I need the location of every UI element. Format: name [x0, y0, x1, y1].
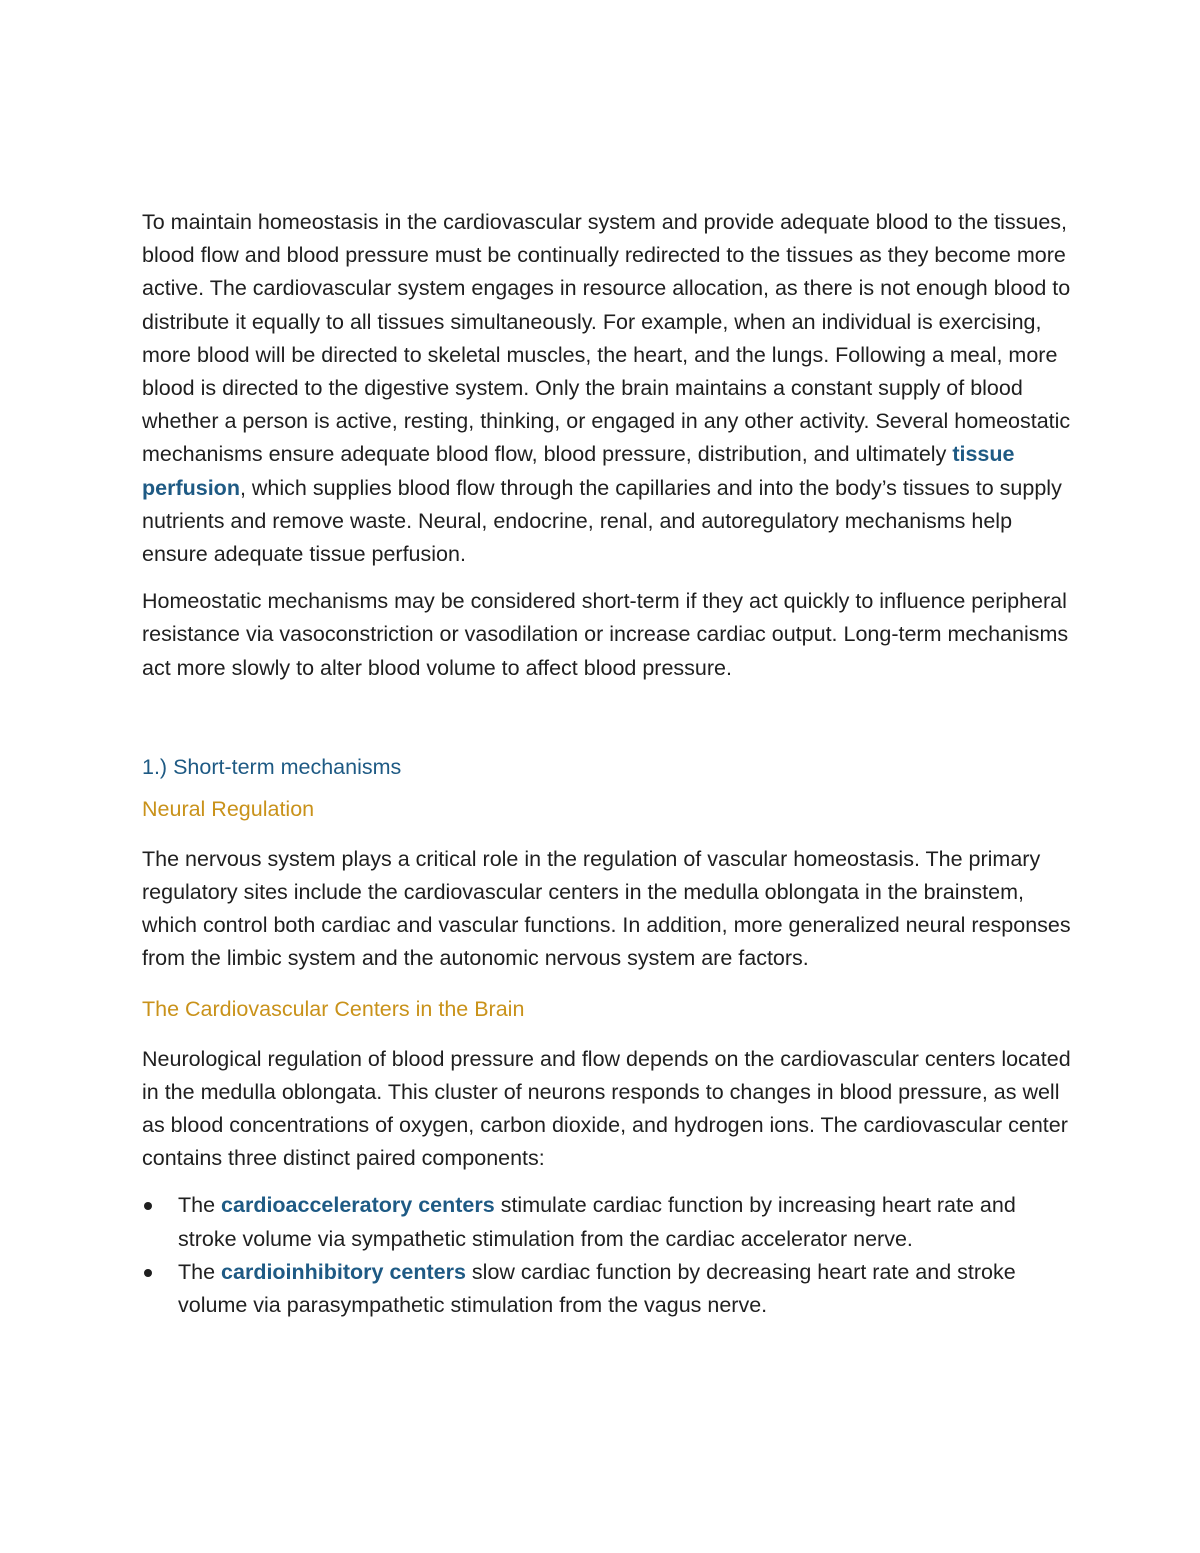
section-heading-short-term: 1.) Short-term mechanisms — [142, 754, 402, 779]
cardiovascular-centers-paragraph: Neurological regulation of blood pressure and flow depends on the cardiovascular centers located in the medulla oblongata. This cluster of neurons responds to changes in blood pressure, as well as blood concentrations of oxygen, carbon dioxide, and hydrogen ions. The cardiovascular center contains three distinct paired components: — [142, 1046, 1071, 1171]
intro-paragraph-2: Homeostatic mechanisms may be considered short-term if they act quickly to influence peripheral resistance via vasoconstriction or vasodilation or increase cardiac output. Long-term mechanisms act more slowly to alter blood volume to affect blood pressure. — [142, 589, 1069, 680]
document-page — [142, 206, 1072, 1322]
intro-text-1: To maintain homeostasis in the cardiovascular system and provide adequate blood to the tissues, blood flow and blood pressure must be continually redirected to the tissues as they become more active. The cardiovascular system engages in resource allocation, as there is not enough blood to distribute it equally to all tissues simultaneously. For example, when an individual is exercising, more blood will be directed to skeletal muscles, the heart, and the lungs. Following a meal, more blood is directed to the digestive system. Only the brain maintains a constant supply of blood whether a person is active, resting, thinking, or engaged in any other activity. Several homeostatic mechanisms ensure adequate blood flow, blood pressure, distribution, and ultimately — [142, 210, 1071, 467]
subheading-cardiovascular-centers: The Cardiovascular Centers in the Brain — [142, 996, 525, 1021]
list-item-text: stimulate cardiac function by increasing heart rate and stroke volume via sympathetic stimulation from the cardiac accelerator nerve. — [178, 1193, 1016, 1251]
term-tissue-perfusion: tissue perfusion — [142, 442, 1015, 500]
subheading-neural-regulation: Neural Regulation — [142, 796, 315, 821]
components-list — [142, 1189, 1072, 1322]
term-cardioinhibitory-centers: cardioinhibitory centers — [221, 1259, 466, 1284]
list-item-prefix: The — [178, 1193, 222, 1218]
list-item — [142, 1256, 1072, 1322]
list-item-text: slow cardiac function by decreasing heart rate and stroke volume via parasympathetic stimulation from the vagus nerve. — [178, 1259, 1016, 1318]
term-cardioacceleratory-centers: cardioacceleratory centers — [221, 1193, 495, 1218]
intro-paragraph-1 — [142, 206, 1072, 571]
neural-regulation-paragraph: The nervous system plays a critical role in the regulation of vascular homeostasis. The primary regulatory sites include the cardiovascular centers in the medulla oblongata in the brainstem, which control both cardiac and vascular functions. In addition, more generalized neural responses from the limbic system and the autonomic nervous system are factors. — [142, 846, 1071, 971]
list-item-prefix: The — [178, 1259, 222, 1284]
bullet-icon — [144, 1269, 152, 1277]
bullet-icon — [144, 1202, 152, 1210]
list-item — [142, 1189, 1072, 1255]
intro-text-2: , which supplies blood flow through the capillaries and into the body’s tissues to supply nutrients and remove waste. Neural, endocrine, renal, and autoregulatory mechanisms help ensure adequate tissue perfusion. — [142, 475, 1062, 567]
